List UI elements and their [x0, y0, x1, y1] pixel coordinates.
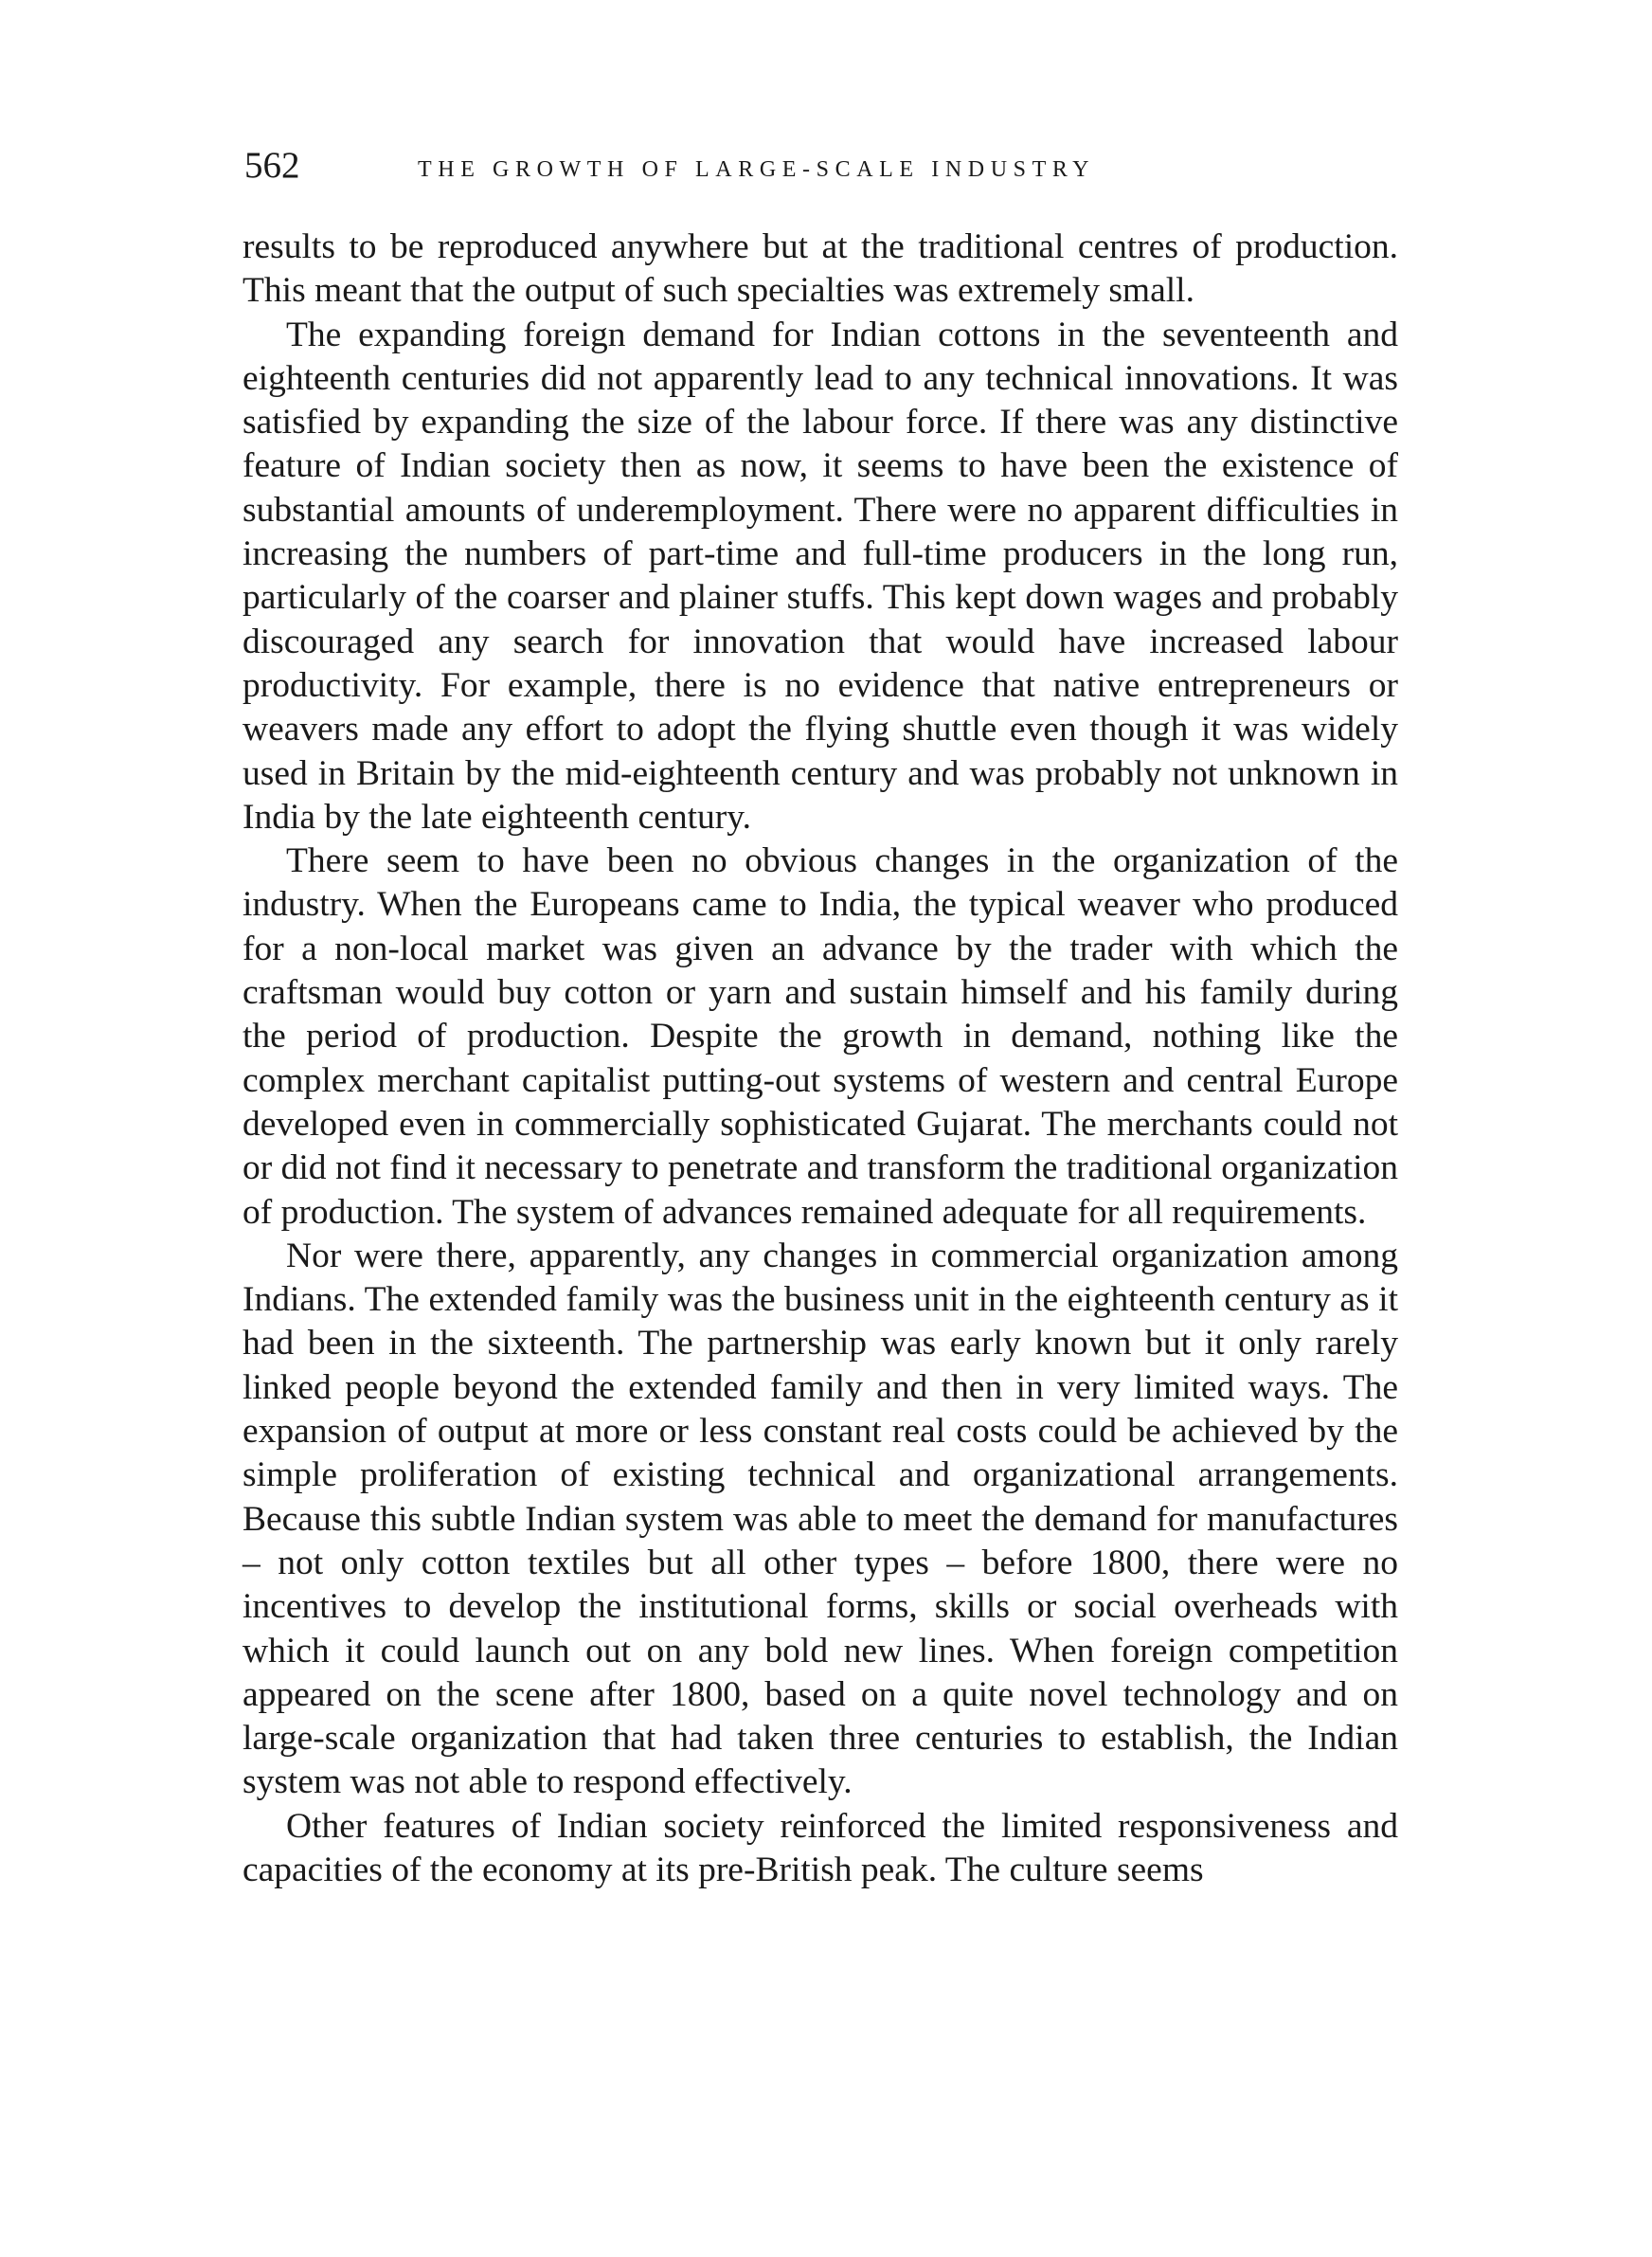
paragraph: Nor were there, apparently, any changes in commercial organization among Indians. The extended family was the business unit in the eighteenth century as it had been in the sixteenth. The partnership was early known but it only rarely linked people beyond the extended family and then in very limited ways. The expansion of output at more or less constant real costs could be achieved by the simple proliferation of existing technical and organizational arrangements. Because this subtle Indian system was able to meet the demand for manufactures – not only cotton textiles but all other types – before 1800, there were no incentives to develop the institutional forms, skills or social overheads with which it could launch out on any bold new lines. When foreign competition appeared on the scene after 1800, based on a quite novel technology and on large-scale organization that had taken three centuries to establish, the Indian system was not able to respond effectively. — [242, 1236, 1398, 1802]
paragraph-continued: results to be reproduced anywhere but at the traditional centres of production. This meant that the output of such specialties was extremely small. — [242, 227, 1398, 311]
body-text — [242, 226, 1398, 1892]
paragraph: The expanding foreign demand for Indian cottons in the seventeenth and eighteenth centuries did not apparently lead to any technical innovations. It was satisfied by expanding the size of the labour force. If there was any distinctive feature of Indian society then as now, it seems to have been the existence of substantial amounts of underemployment. There were no apparent difficulties in increasing the numbers of part-time and full-time producers in the long run, particularly of the coarser and plainer stuffs. This kept down wages and probably discouraged any search for innovation that would have increased labour productivity. For example, there is no evidence that native entrepreneurs or weavers made any effort to adopt the flying shuttle even though it was widely used in Britain by the mid-eighteenth century and was probably not unknown in India by the late eighteenth century. — [242, 315, 1398, 837]
running-head: THE GROWTH OF LARGE-SCALE INDUSTRY — [418, 157, 1096, 182]
paragraph: There seem to have been no obvious changes in the organization of the industry. When the Europeans came to India, the typical weaver who produced for a non-local market was given an advance by the trader with which the craftsman would buy cotton or yarn and sustain himself and his family during the period of production. Despite the growth in demand, nothing like the complex merchant capitalist putting-out systems of western and central Europe developed even in commercially sophisticated Gujarat. The merchants could not or did not find it necessary to penetrate and transform the traditional organization of production. The system of advances remained adequate for all requirements. — [242, 841, 1398, 1232]
paragraph: Other features of Indian society reinforced the limited responsiveness and capacities of the economy at its pre-British peak. The culture seems — [242, 1806, 1398, 1889]
page-header — [244, 142, 1400, 190]
page-number: 562 — [244, 145, 300, 186]
